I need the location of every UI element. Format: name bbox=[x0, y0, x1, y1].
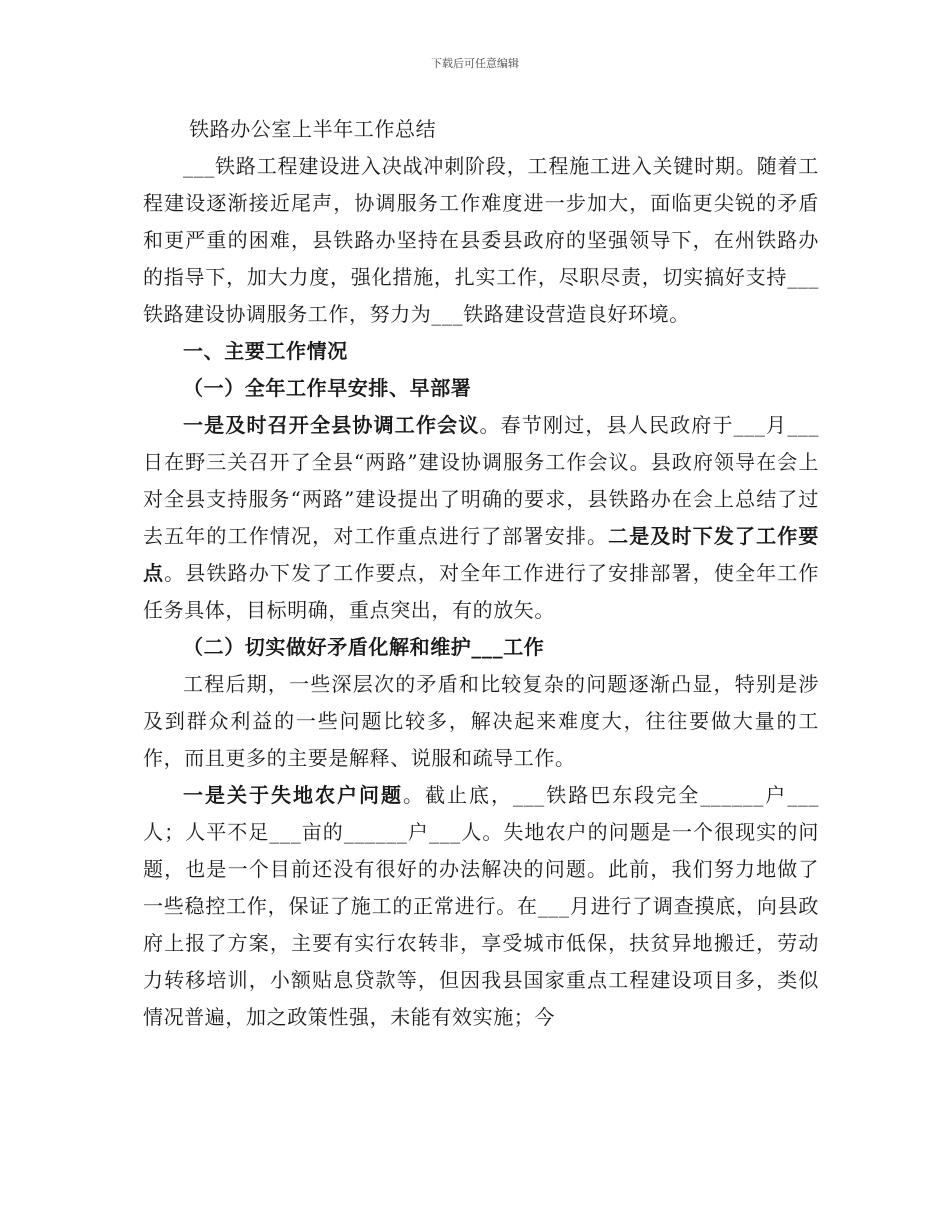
document-title: 铁路办公室上半年工作总结 bbox=[189, 117, 437, 141]
paragraph-text: 。春节刚过，县人民政府于___月___日在野三关召开了全县“两路”建设协调服务工作会议。县政府领导在会上对全县支持服务“两路”建设提出了明确的要求，县铁路办在会上总结了过去五年的工作情况，对工作重点进行了部署安排。 bbox=[143, 413, 819, 548]
paragraph-lead-2: 二是及时下发了工作要点 bbox=[143, 524, 820, 585]
intro-paragraph: ___铁路工程建设进入决战冲刺阶段，工程施工进入关键时期。随着工程建设逐渐接近尾声，协调服务工作难度进一步加大，面临更尖锐的矛盾和更严重的困难，县铁路办坚持在县委县政府的坚强领导下，在州铁路办的指导下，加大力度，强化措施，扎实工作，尽职尽责，切实搞好支持___铁路建设协调服务工作，努力为___铁路建设营造良好环境。 bbox=[143, 154, 819, 326]
paragraph-landless-farmers bbox=[143, 777, 819, 1036]
paragraph-meeting bbox=[143, 407, 819, 629]
section-heading: 一、主要工作情况 bbox=[183, 339, 348, 363]
paragraph-text-3: 。截止底，___铁路巴东段完全______户___人；人平不足___亩的______户___人。失地农户的问题是一个很现实的问题，也是一个目前还没有很好的办法解决的问题。此前，我们努力地做了一些稳控工作，保证了施工的正常进行。在___月进行了调查摸底，向县政府上报了方案，主要有实行农转非，享受城市低保，扶贫异地搬迁，劳动力转移培训，小额贴息贷款等，但因我县国家重点工程建设项目多，类似情况普遍，加之政策性强，未能有效实施；今 bbox=[143, 783, 819, 1029]
paragraph-text-2: 。县铁路办下发了工作要点，对全年工作进行了安排部署，使全年工作任务具体，目标明确，重点突出，有的放矢。 bbox=[143, 561, 819, 622]
document-body bbox=[143, 111, 819, 1036]
subsection-heading-1: （一）全年工作早安排、早部署 bbox=[183, 376, 472, 400]
subsection-heading-2: （二）切实做好矛盾化解和维护___工作 bbox=[183, 635, 545, 659]
paragraph-lead: 一是及时召开全县协调工作会议 bbox=[183, 413, 480, 437]
paragraph-lead-3: 一是关于失地农户问题 bbox=[183, 783, 403, 807]
header-note: 下载后可任意编辑 bbox=[431, 57, 519, 70]
paragraph-late-stage: 工程后期，一些深层次的矛盾和比较复杂的问题逐渐凸显，特别是涉及到群众利益的一些问题比较多，解决起来难度大，往往要做大量的工作，而且更多的主要是解释、说服和疏导工作。 bbox=[143, 672, 819, 770]
